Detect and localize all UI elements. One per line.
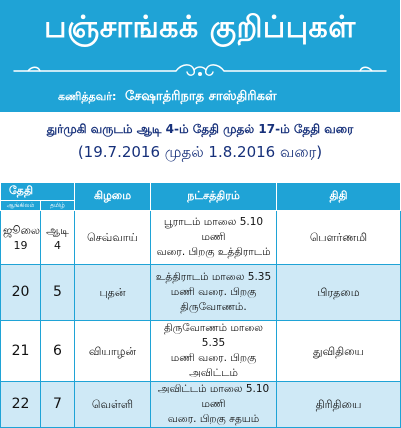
english-date: 21 [1,321,41,382]
header-day: கிழமை [75,183,151,211]
period-dates: (19.7.2016 முதல் 1.8.2016 வரை) [77,143,323,161]
tithi-cell: துவிதியை [277,321,401,382]
page-title: பஞ்சாங்கக் குறிப்புகள் [44,10,356,45]
header-tamil: தமிழ் [41,201,75,211]
star-cell [151,211,277,265]
table-row [1,211,401,265]
header-star: நட்சத்திரம் [151,183,277,211]
tamil-date: 4 [54,238,61,252]
day-cell: வெள்ளி [75,382,151,428]
day-cell: புதன் [75,265,151,321]
star-line: திருவோணம். [180,301,247,313]
star-cell [151,321,277,382]
panchang-table [0,182,401,428]
header-date: தேதி [1,183,75,201]
star-line: வரை. பிறகு சதயம் [167,413,260,425]
star-line: உத்திராடம் மாலை 5.35 [155,271,272,283]
table-row [1,321,401,382]
star-line: திருவோணம் மாலை 5.35 [163,322,264,349]
table-row [1,382,401,428]
day-cell: வியாழன் [75,321,151,382]
english-date-cell [1,211,41,265]
ornamental-divider-icon [6,60,394,82]
star-line: அவிட்டம் மாலை 5.10 மணி [157,383,270,410]
tamil-date-cell [41,211,75,265]
author-line [58,88,358,106]
star-line: வரை. பிறகு உத்திராடம் [156,246,271,258]
star-line: மணி வரை. பிறகு [170,286,257,298]
english-date: 22 [1,382,41,428]
header-banner [0,0,400,112]
english-date: 20 [1,265,41,321]
tamil-date: 5 [41,265,75,321]
tithi-cell: பௌர்ணமி [277,211,401,265]
tithi-cell: பிரதமை [277,265,401,321]
star-cell [151,382,277,428]
english-month: ஜூலை [3,223,41,237]
author-label: கணித்தவர்: [58,90,117,103]
star-line: பூராடம் மாலை 5.10 மணி [163,216,264,243]
tamil-date: 7 [41,382,75,428]
star-line: மணி வரை. பிறகு அவிட்டம் [170,352,257,379]
author-name: சேஷாத்ரிநாத சாஸ்திரிகள் [124,89,277,104]
english-date: 19 [13,238,28,252]
tamil-month: ஆடி [46,223,69,237]
header-tithi: திதி [277,183,401,211]
table-row [1,265,401,321]
tithi-cell: திரிதியை [277,382,401,428]
header-english: ஆங்கிலம் [1,201,41,211]
period-title: துர்முகி வருடம் ஆடி 4-ம் தேதி முதல் 17-ம் தேதி வரை [46,122,354,136]
day-cell: செவ்வாய் [75,211,151,265]
star-cell [151,265,277,321]
tamil-date: 6 [41,321,75,382]
